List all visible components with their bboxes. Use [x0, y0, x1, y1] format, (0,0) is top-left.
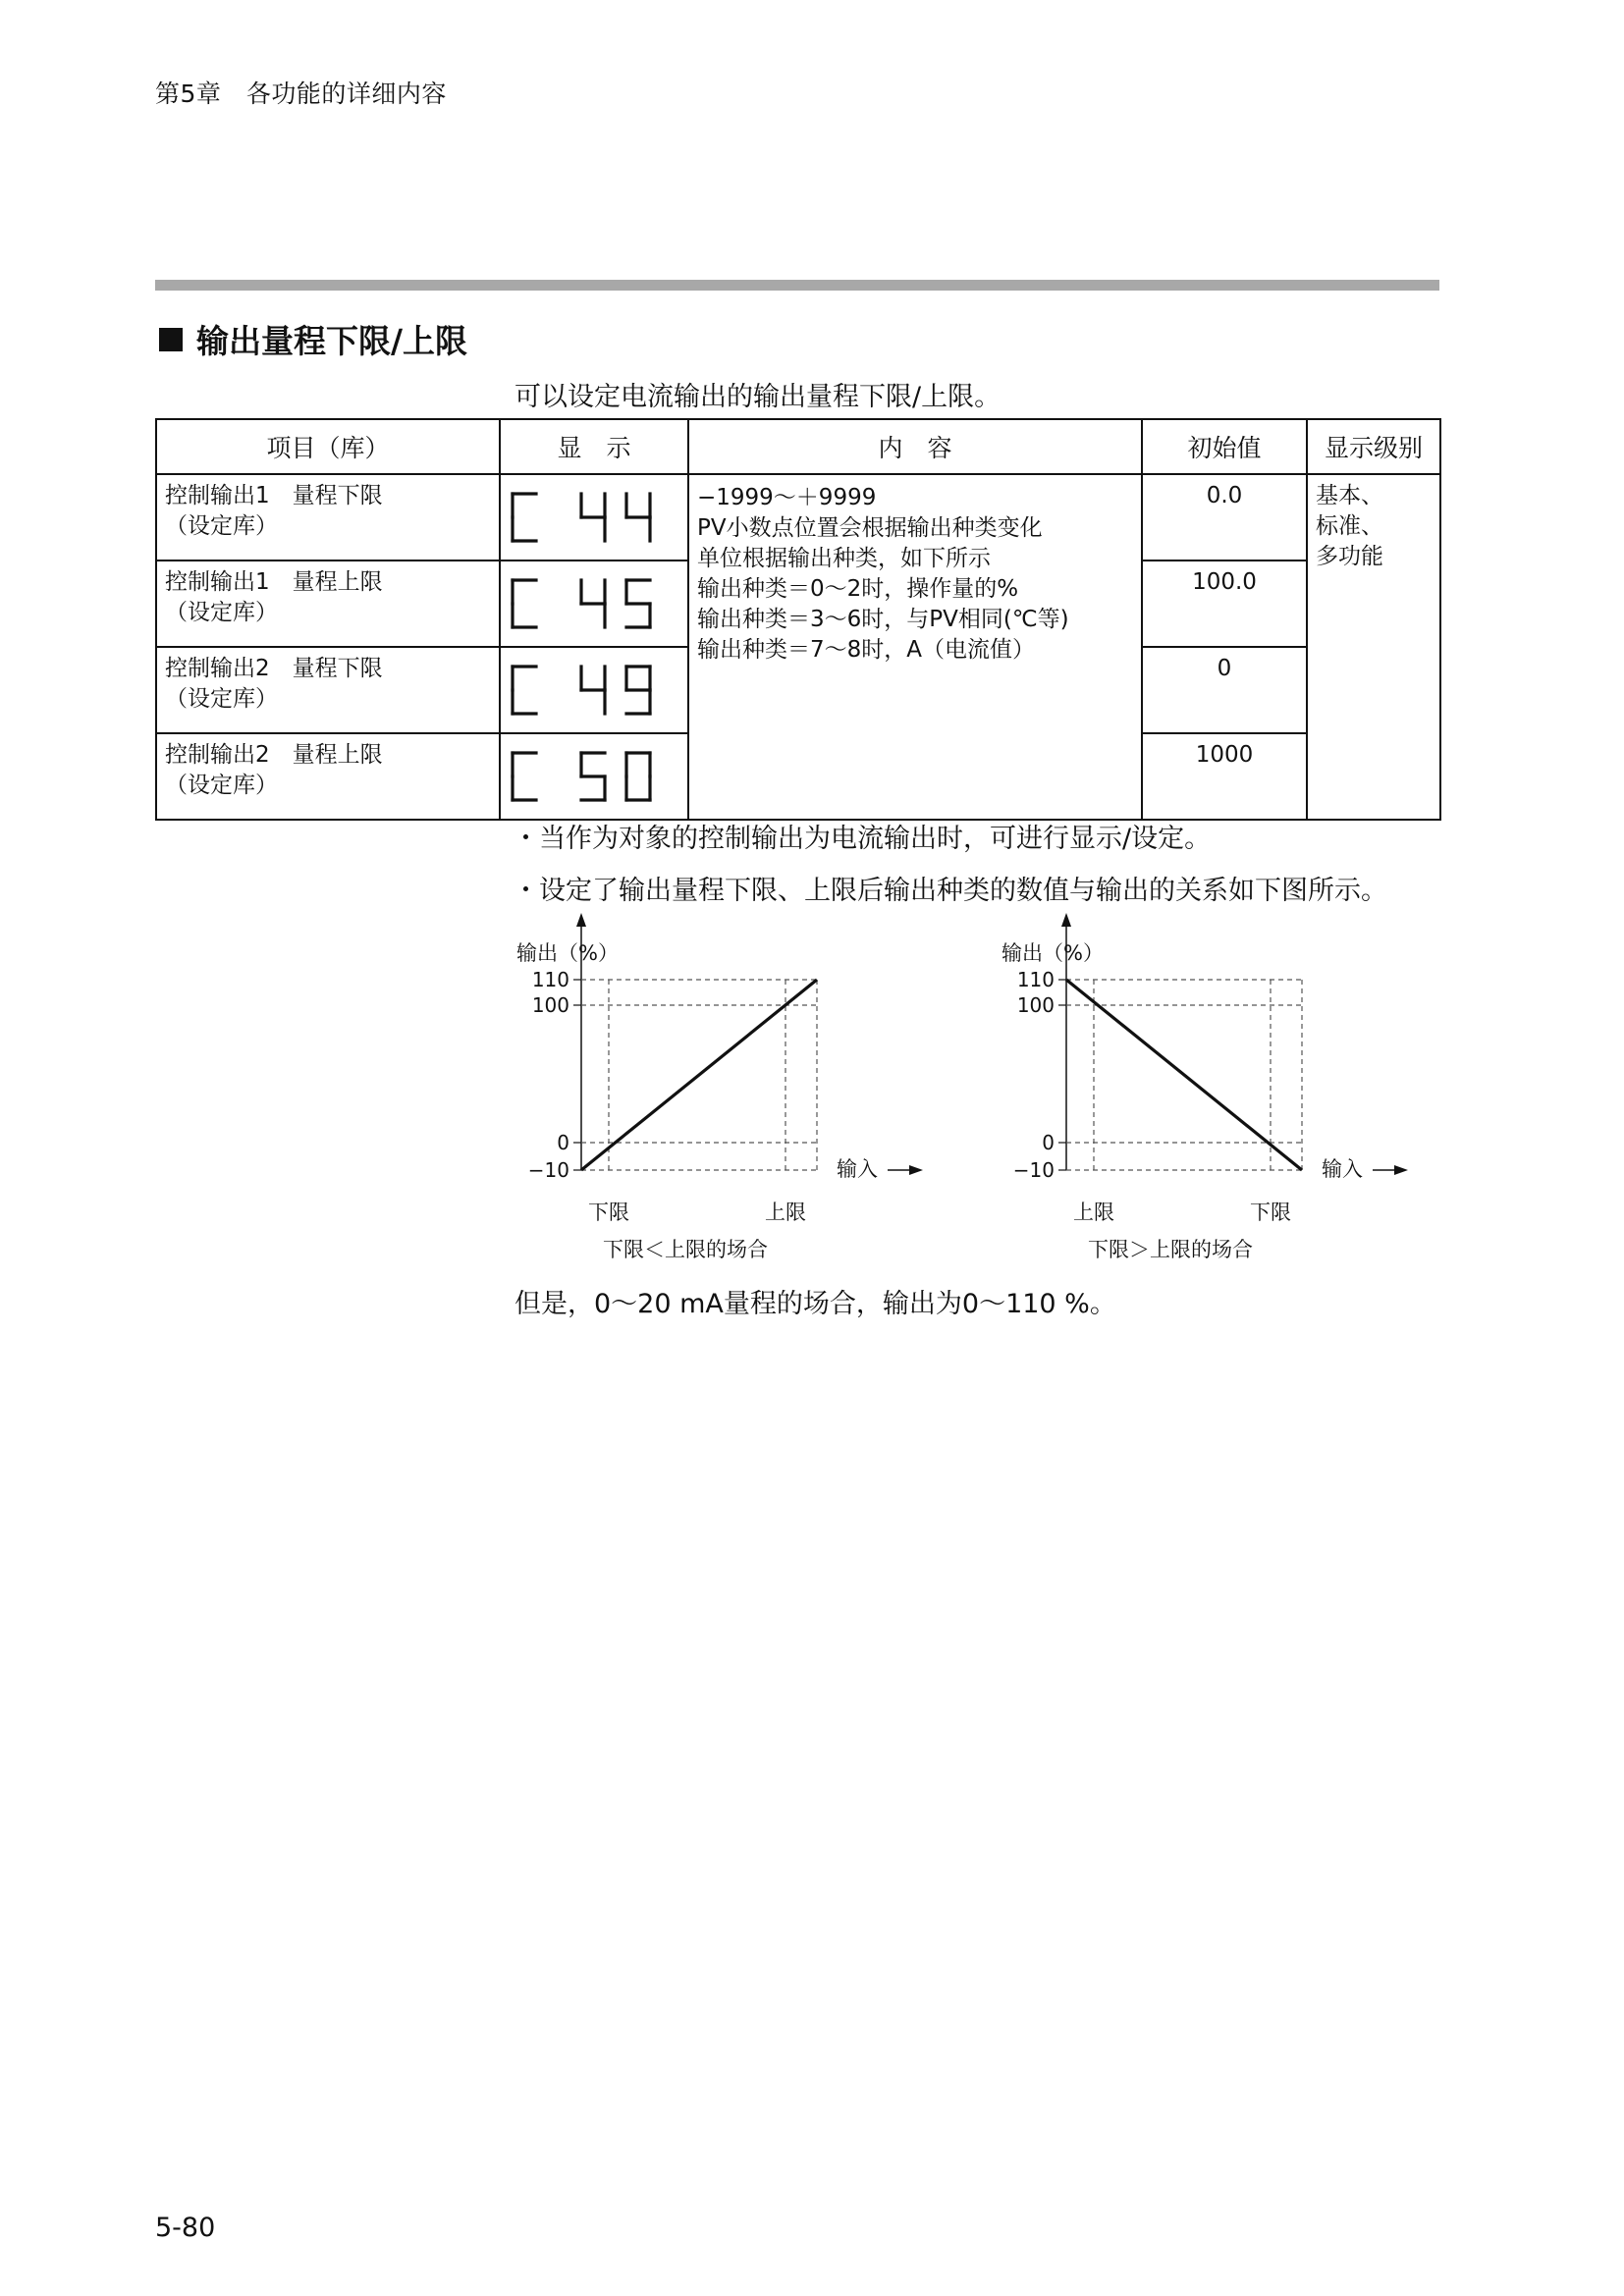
x-axis-arrow-icon [1394, 1165, 1408, 1175]
display-cell [500, 561, 688, 647]
level-line: 标准、 [1316, 513, 1383, 539]
display-cell [500, 733, 688, 820]
header-initial: 初始值 [1142, 419, 1307, 474]
item-name: 控制输出1 量程上限 [165, 569, 383, 595]
level-line: 基本、 [1316, 483, 1383, 508]
x-tick-label: 上限 [1073, 1201, 1114, 1224]
y-axis-label: 输出（%） [1001, 941, 1104, 965]
segment-digit [581, 580, 605, 627]
header-item: 项目（库） [156, 419, 500, 474]
segment-digit [581, 667, 605, 714]
segment-digit [626, 753, 650, 800]
page-number: 5-80 [155, 2213, 216, 2243]
segment-digit [626, 494, 650, 541]
y-tick-label: 0 [557, 1131, 569, 1154]
content-line: 输出种类＝7～8时，A（电流值） [697, 637, 1036, 663]
item-cell [156, 561, 500, 647]
seven-segment-display [509, 488, 676, 547]
y-tick-label: 100 [531, 993, 569, 1017]
item-bank: （设定库） [165, 600, 278, 625]
initial-value: 0.0 [1142, 474, 1307, 561]
section-divider [155, 280, 1439, 291]
chart-caption: 下限＜上限的场合 [603, 1238, 768, 1261]
y-tick-label: −10 [1012, 1158, 1055, 1182]
item-cell [156, 474, 500, 561]
x-axis-label: 输入 [1322, 1157, 1363, 1181]
item-cell [156, 647, 500, 733]
square-bullet-icon [159, 328, 183, 351]
item-cell [156, 733, 500, 820]
initial-value: 1000 [1142, 733, 1307, 820]
y-axis-label: 输出（%） [516, 941, 619, 965]
display-cell [500, 474, 688, 561]
segment-digit [513, 494, 536, 541]
content-line: PV小数点位置会根据输出种类变化 [697, 515, 1043, 541]
item-name: 控制输出2 量程上限 [165, 742, 383, 768]
section-title [159, 316, 467, 362]
section-title-text: 输出量程下限/上限 [196, 322, 468, 360]
y-axis-arrow-icon [1061, 913, 1071, 927]
item-bank: （设定库） [165, 773, 278, 798]
level-line: 多功能 [1316, 544, 1383, 569]
header-level: 显示级别 [1307, 419, 1440, 474]
y-tick-label: 100 [1016, 993, 1055, 1017]
segment-digit [513, 753, 536, 800]
section-intro: 可以设定电流输出的输出量程下限/上限。 [514, 382, 1001, 412]
note-bullet: ・当作为对象的控制输出为电流输出时，可进行显示/设定。 [513, 824, 1212, 854]
footer-note: 但是，0～20 mA量程的场合，输出为0～110 %。 [514, 1289, 1116, 1319]
content-line: −1999～＋9999 [697, 485, 877, 510]
display-cell [500, 647, 688, 733]
x-tick-label: 上限 [765, 1201, 806, 1224]
segment-digit [626, 667, 650, 714]
x-axis-arrow-icon [909, 1165, 923, 1175]
segment-digit [581, 494, 605, 541]
level-cell [1307, 474, 1440, 820]
note-bullet: ・设定了输出量程下限、上限后输出种类的数值与输出的关系如下图所示。 [513, 876, 1387, 906]
segment-digit [513, 580, 536, 627]
y-axis-arrow-icon [576, 913, 586, 927]
y-tick-label: −10 [527, 1158, 569, 1182]
y-tick-label: 110 [1016, 968, 1055, 991]
item-bank: （设定库） [165, 686, 278, 712]
series-line [1066, 980, 1302, 1170]
segment-digit [513, 667, 536, 714]
parameter-table [155, 418, 1441, 821]
initial-value: 100.0 [1142, 561, 1307, 647]
y-tick-label: 110 [531, 968, 569, 991]
chart-caption: 下限＞上限的场合 [1088, 1238, 1253, 1261]
header-display: 显 示 [500, 419, 688, 474]
content-line: 输出种类＝0～2时，操作量的% [697, 576, 1019, 602]
chapter-header: 第5章 各功能的详细内容 [155, 80, 447, 108]
segment-digit [581, 753, 605, 800]
item-bank: （设定库） [165, 513, 278, 539]
item-name: 控制输出1 量程下限 [165, 483, 383, 508]
table-header-row [156, 419, 1440, 474]
header-content: 内 容 [688, 419, 1142, 474]
x-tick-label: 下限 [1250, 1201, 1291, 1224]
table-row [156, 474, 1440, 561]
seven-segment-display [509, 661, 676, 720]
segment-digit [626, 580, 650, 627]
x-axis-label: 输入 [837, 1157, 878, 1181]
content-line: 输出种类＝3～6时，与PV相同(℃等) [697, 607, 1069, 632]
chart-decreasing [984, 909, 1426, 1272]
chart-increasing [499, 909, 941, 1272]
seven-segment-display [509, 574, 676, 633]
initial-value: 0 [1142, 647, 1307, 733]
item-name: 控制输出2 量程下限 [165, 656, 383, 681]
series-line [581, 980, 817, 1170]
y-tick-label: 0 [1042, 1131, 1055, 1154]
seven-segment-display [509, 747, 676, 806]
x-tick-label: 下限 [588, 1201, 629, 1224]
content-cell [688, 474, 1142, 820]
content-line: 单位根据输出种类，如下所示 [697, 546, 991, 571]
